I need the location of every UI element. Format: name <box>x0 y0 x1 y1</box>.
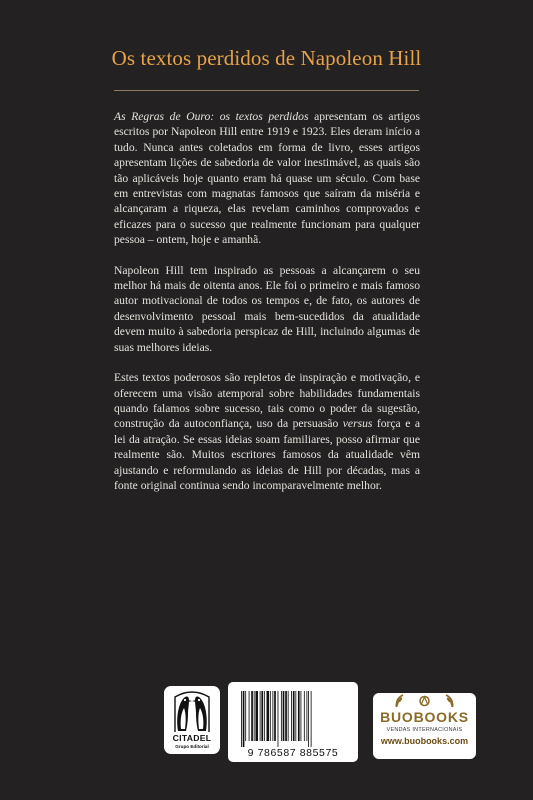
barcode-bar <box>260 691 261 741</box>
barcode-bar <box>255 691 258 741</box>
seller-tagline: VENDAS INTERNACIONAIS <box>386 727 463 733</box>
barcode-bar <box>272 691 273 741</box>
barcode-bar <box>241 691 242 747</box>
blurb-text <box>114 109 420 508</box>
barcode-bar <box>267 691 270 741</box>
barcode-bar <box>311 691 312 747</box>
penguins-icon <box>174 691 210 733</box>
barcode-icon <box>239 691 347 747</box>
barcode-bar <box>293 691 295 741</box>
versus-italic: versus <box>342 417 373 431</box>
blurb-text-run: Estes textos poderosos são repletos de inspiração e motivação, e oferecem uma visão atemporal sobre habilidades fundamentais quando falamos sobre sucesso, tais como o poder da sugestão, construção da autoconfiança, uso da persuasão <box>114 371 420 431</box>
blurb-paragraph-2 <box>114 263 420 355</box>
barcode-bar <box>291 691 292 741</box>
barcode-bar <box>264 691 265 741</box>
barcode-bar <box>254 691 255 741</box>
blurb-paragraph-3 <box>114 370 420 493</box>
barcode-bar <box>306 691 307 741</box>
barcode-bar <box>295 691 296 741</box>
seller-name: BUOBOOKS <box>380 709 469 725</box>
barcode-bar <box>301 691 302 741</box>
isbn-number: 9 786587 885575 <box>247 747 339 759</box>
barcode-bar <box>278 691 279 747</box>
barcode-bar <box>245 691 246 741</box>
title-divider <box>114 90 419 91</box>
barcode-bar <box>274 691 276 741</box>
blurb-paragraph-1 <box>114 109 420 248</box>
barcode-bar <box>288 691 289 741</box>
cover-title: Os textos perdidos de Napoleon Hill <box>111 46 422 70</box>
barcode-bar <box>249 691 250 741</box>
barcode-bar <box>304 691 305 741</box>
publisher-subtitle: Grupo Editorial <box>175 744 209 749</box>
seller-badge <box>373 693 476 759</box>
barcode-bar <box>261 691 263 741</box>
blurb-text-run: apresentam os artigos escritos por Napoleon Hill entre 1919 e 1923. Eles deram início a tudo. Nunca antes coletados em forma de livro, esses artigos apresentam lições de sabedoria de valor inestimável, as quais são tão aplicáveis hoje quanto eram há quase um século. Com base em entrevistas com magnatas famosos que saíram da miséria e alcançaram a riqueza, elas revelam caminhos comprovados e eficazes para o sucesso que realmente funcionam para qualquer pessoa – ontem, hoje e amanhã. <box>114 110 420 247</box>
isbn-barcode <box>228 682 358 762</box>
seller-url: www.buobooks.com <box>380 736 469 746</box>
barcode-bar <box>283 691 285 741</box>
barcode-bar <box>243 691 245 747</box>
barcode-bar <box>308 691 309 747</box>
barcode-bar <box>270 691 271 741</box>
barcode-bar <box>281 691 282 741</box>
barcode-bar <box>251 691 253 741</box>
publisher-name: CITADEL <box>172 733 212 743</box>
blurb-text-run: força e a lei da atração. Se essas ideias soam familiares, posso afirmar que realmente são. Muitos escritores famosos da atualidade vêm ajustando e reformulando as ideias de Hill por décadas, mas a fonte original continua sendo incomparavelmente melhor. <box>114 417 420 492</box>
book-title-italic: As Regras de Ouro: os textos perdidos <box>114 110 309 123</box>
barcode-bar <box>285 691 287 741</box>
barcode-bar <box>298 691 300 741</box>
publisher-logo <box>164 686 220 754</box>
blurb-text-run: Napoleon Hill tem inspirado as pessoas a alcançarem o seu melhor há mais de oitenta anos. Ele foi o primeiro e mais famoso autor motivacional de todos os tempos e, de fato, os autores de desenvolvimento pessoal mais bem-sucedidos da atualidade devem muito à sabedoria perspicaz de Hill, incluindo algumas de suas melhores ideias. <box>114 263 420 354</box>
